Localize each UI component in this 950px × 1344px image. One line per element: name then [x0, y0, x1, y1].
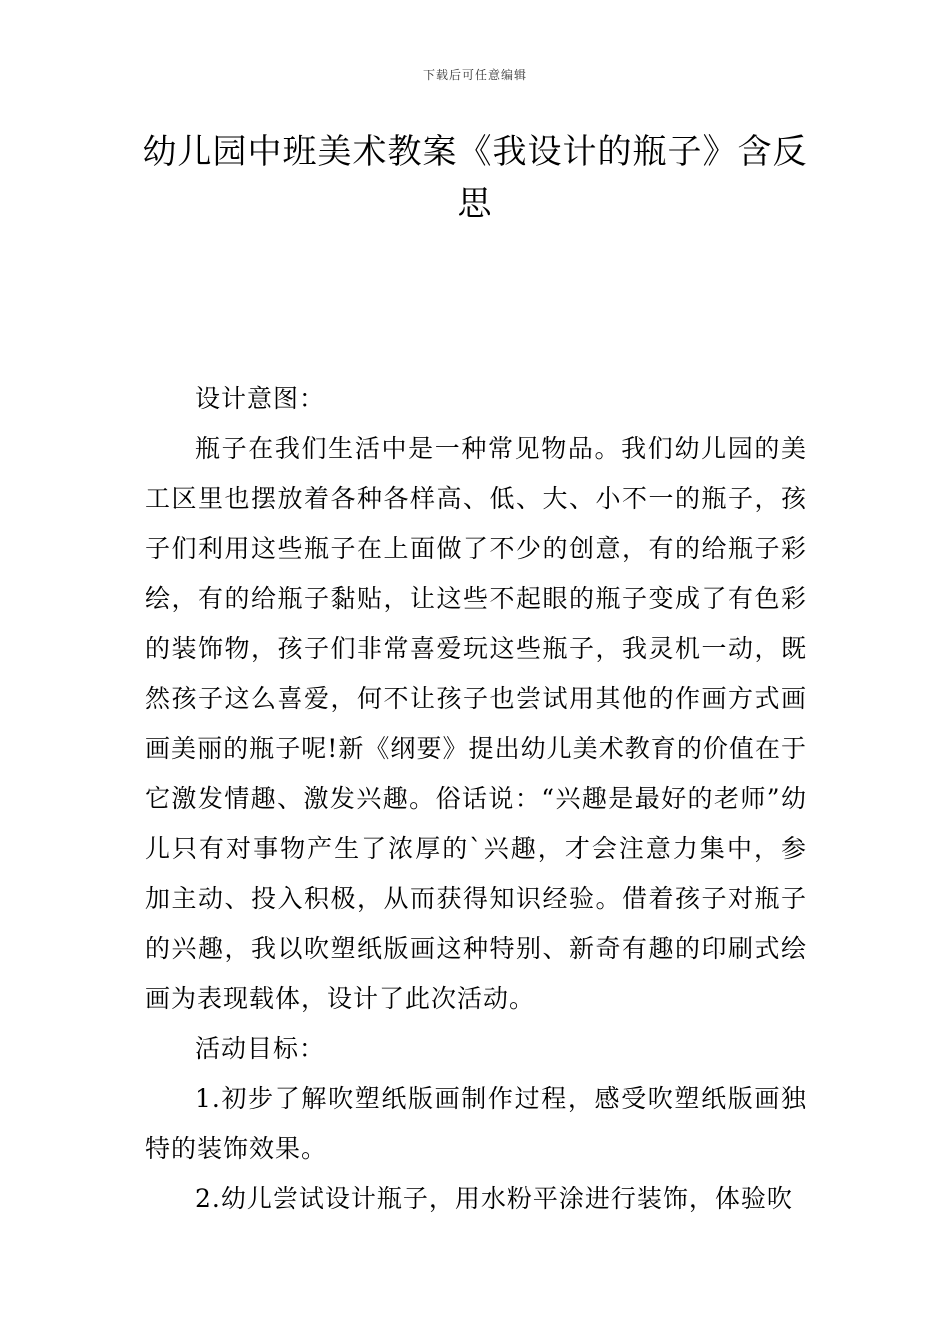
- goal-item-2: 2.幼儿尝试设计瓶子，用水粉平涂进行装饰，体验吹: [195, 1184, 793, 1213]
- header-note: 下载后可任意编辑: [422, 68, 527, 82]
- document-body: [145, 374, 807, 1224]
- design-intent-paragraph: 瓶子在我们生活中是一种常见物品。我们幼儿园的美工区里也摆放着各种各样高、低、大、小不一的瓶子，孩子们利用这些瓶子在上面做了不少的创意，有的给瓶子彩绘，有的给瓶子黏贴，让这些不起眼的瓶子变成了有色彩的装饰物，孩子们非常喜爱玩这些瓶子，我灵机一动，既然孩子这么喜爱，何不让孩子也尝试用其他的作画方式画画美丽的瓶子呢!新《纲要》提出幼儿美术教育的价值在于它激发情趣、激发兴趣。俗话说：“兴趣是最好的老师”幼儿只有对事物产生了浓厚的`兴趣，才会注意力集中，参加主动、投入积极，从而获得知识经验。借着孩子对瓶子的兴趣，我以吹塑纸版画这种特别、新奇有趣的印刷式绘画为表现载体，设计了此次活动。: [145, 434, 807, 1013]
- design-intent-heading: 设计意图：: [195, 384, 326, 413]
- goal-item-1: 1.初步了解吹塑纸版画制作过程，感受吹塑纸版画独特的装饰效果。: [145, 1084, 807, 1163]
- document-title: 幼儿园中班美术教案《我设计的瓶子》含反思: [142, 132, 808, 224]
- goals-heading: 活动目标：: [195, 1034, 326, 1063]
